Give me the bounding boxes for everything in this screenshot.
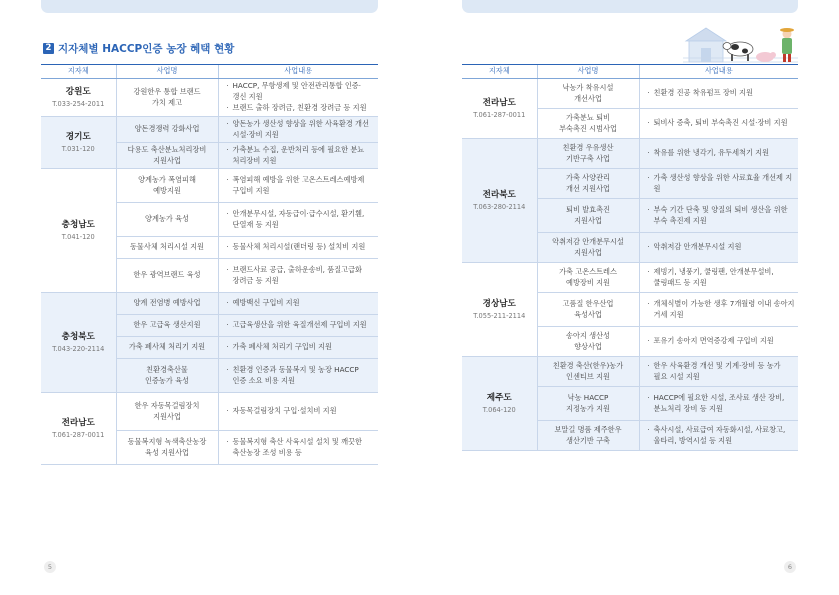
program-name-line: 동물복지형 녹색축산농장 [127, 436, 207, 446]
program-cell [537, 139, 639, 169]
content-line: · 친환경 진공 착유펌프 장비 지원 [648, 88, 796, 99]
program-name-line: 강원한우 통합 브랜드 [133, 86, 201, 96]
program-name-line: 낙농 HACCP [567, 392, 609, 402]
program-name-line: 가축 고온스트레스 [559, 266, 617, 276]
content-line: · 부숙 기간 단축 및 양질의 퇴비 생산을 위한 [648, 205, 796, 216]
program-name-line: 육성사업 [574, 309, 602, 319]
program-name-line: 지원사업 [574, 247, 602, 257]
program-name-line: 인센티브 지원 [566, 371, 610, 381]
header-content: 사업내용 [218, 65, 378, 79]
content-line: 갱신 지원 [232, 92, 263, 102]
program-name-line: 다용도 축산분뇨처리장비 [127, 144, 207, 154]
program-cell [537, 357, 639, 387]
region-name: 충청북도 [61, 331, 95, 342]
content-line: · 포유기 송아지 면역증강제 구입비 지원 [648, 336, 796, 347]
region-cell [41, 293, 116, 393]
content-line: 분뇨처리 장비 등 지원 [653, 403, 723, 413]
content-line: 시설·장비 지원 [232, 129, 279, 139]
program-cell [116, 169, 218, 203]
content-cell [639, 357, 798, 387]
content-line: · 동물사체 처리시설(랜더링 등) 설치비 지원 [227, 242, 376, 253]
program-name-line: 친환경축산물 [146, 364, 188, 374]
content-line: · 가축분뇨 수집, 운반처리 등에 필요한 분뇨 [227, 145, 376, 156]
left-table-body [41, 79, 378, 465]
content-cell [639, 293, 798, 327]
content-cell [218, 79, 378, 117]
content-cell [639, 421, 798, 451]
content-line: · 폭염피해 예방을 위한 고온스트레스예방제 [227, 175, 376, 186]
table-row [41, 393, 378, 431]
region-cell [41, 393, 116, 465]
program-name-line: 양계 전염병 예방사업 [133, 298, 201, 308]
program-name-line: 개선 지원사업 [566, 183, 610, 193]
region-phone: T.061-287-0011 [473, 110, 526, 119]
region-cell [462, 263, 537, 357]
content-line: 장려금 등 지원 [232, 275, 279, 285]
content-cell [218, 293, 378, 315]
program-cell [537, 199, 639, 233]
table-row [41, 79, 378, 117]
content-line: · 양돈농가 생산성 향상을 위한 사육환경 개선 [227, 119, 376, 130]
program-cell [537, 293, 639, 327]
region-phone: T.063-280-2114 [473, 202, 526, 211]
content-line: · 자동목걸림장치 구입·설치비 지원 [227, 406, 376, 417]
program-name-line: 예방지원 [153, 185, 181, 195]
content-line: · 동물복지형 축산 사육시설 설치 및 깨끗한 [227, 437, 376, 448]
section-title [43, 41, 234, 56]
region-phone: T.041-120 [61, 232, 95, 241]
program-name-line: 예방장비 지원 [566, 277, 610, 287]
farm-cow-farmer-icon [683, 20, 798, 66]
content-line: · HACCP, 무항생제 및 안전관리통합 인증· [227, 81, 376, 92]
program-cell [116, 359, 218, 393]
program-name-line: 양돈경쟁력 강화사업 [134, 124, 200, 134]
content-line: 쿨링패드 등 지원 [653, 277, 707, 287]
program-name-line: 가축분뇨 퇴비 [566, 112, 610, 122]
right-table-body [462, 79, 798, 451]
program-name-line: 지원사업 [153, 155, 181, 165]
region-phone: T.055-211-2114 [473, 311, 526, 320]
header-program: 사업명 [116, 65, 218, 79]
program-name-line: 양계농가 폭염피해 [138, 174, 196, 184]
content-line: 단열재 등 지원 [232, 219, 279, 229]
header-content: 사업내용 [639, 65, 798, 79]
content-line: · 브랜드 출하 장려금, 친환경 장려금 등 지원 [227, 103, 376, 114]
content-line: 부숙 촉진제 지원 [653, 215, 707, 225]
program-cell [116, 79, 218, 117]
table-header-row [41, 65, 378, 79]
table-row [41, 293, 378, 315]
program-name-line: 낙농가 착유시설 [562, 82, 614, 92]
top-decorative-bar-right [462, 0, 798, 13]
content-line: · 안개분무시설, 자동급이·급수시설, 환기휀, [227, 209, 376, 220]
section-title-text: 지자체별 HACCP인증 농장 혜택 현황 [58, 43, 235, 55]
program-cell [537, 327, 639, 357]
program-cell [537, 233, 639, 263]
program-cell [116, 315, 218, 337]
program-name-line: 양계농가 육성 [145, 214, 189, 224]
content-line: · 예방백신 구입비 지원 [227, 298, 376, 309]
program-cell [116, 259, 218, 293]
program-name-line: 가치 제고 [151, 97, 183, 107]
program-name-line: 악취저감 안개분무시설 [552, 236, 624, 246]
table-row [41, 169, 378, 203]
program-name-line: 부숙촉진 시범사업 [559, 123, 617, 133]
table-row [462, 79, 798, 109]
region-cell [462, 79, 537, 139]
content-cell [639, 109, 798, 139]
program-name-line: 가축 사양관리 [566, 172, 610, 182]
top-decorative-bar-left [41, 0, 378, 13]
page-number-right: 6 [784, 561, 796, 573]
content-cell [639, 169, 798, 199]
program-name-line: 친환경 축산(한우)농가 [552, 360, 624, 370]
program-name-line: 생산기반 구축 [566, 435, 610, 445]
region-cell [462, 139, 537, 263]
table-row [462, 263, 798, 293]
program-cell [537, 263, 639, 293]
content-line: · 퇴비사 증축, 퇴비 부숙촉진 시설·장비 지원 [648, 118, 796, 129]
program-name-line: 가축 폐사체 처리기 지원 [128, 342, 206, 352]
program-name-line: 기반구축 사업 [566, 153, 610, 163]
region-phone: T.061-287-0011 [52, 430, 105, 439]
content-line: 처리장비 지원 [232, 155, 277, 165]
content-cell [639, 387, 798, 421]
program-name-line: 지원사업 [574, 215, 602, 225]
region-cell [41, 169, 116, 293]
program-cell [116, 393, 218, 431]
program-name-line: 한우 자동목걸림장치 [134, 400, 200, 410]
program-name-line: 향상사업 [574, 341, 602, 351]
content-line: · 한우 사육환경 개선 및 기계·장비 등 농가 [648, 361, 796, 372]
content-cell [218, 169, 378, 203]
program-name-line: 친환경 우유생산 [562, 142, 614, 152]
content-cell [218, 237, 378, 259]
program-name-line: 한우 광역브랜드 육성 [133, 270, 201, 280]
header-program: 사업명 [537, 65, 639, 79]
content-cell [218, 143, 378, 169]
program-cell [537, 169, 639, 199]
content-cell [639, 79, 798, 109]
content-line: · HACCP에 필요한 시설, 조사료 생산 장비, [648, 393, 796, 404]
program-name-line: 인증농가 육성 [145, 375, 189, 385]
content-line: · 친환경 인증과 동물복지 및 농장 HACCP [227, 365, 376, 376]
table-row [41, 117, 378, 143]
region-name: 충청남도 [61, 219, 95, 230]
content-line: · 제빙기, 냉풍기, 쿨링팬, 안개분무설비, [648, 267, 796, 278]
content-line: 거세 지원 [653, 309, 684, 319]
program-cell [537, 109, 639, 139]
program-cell [116, 237, 218, 259]
content-cell [639, 199, 798, 233]
program-cell [537, 421, 639, 451]
content-cell [218, 393, 378, 431]
region-phone: T.033-254-2011 [52, 99, 105, 108]
program-cell [116, 203, 218, 237]
content-line: 인증 소요 비용 지원 [232, 375, 295, 385]
table-row [462, 139, 798, 169]
header-region: 지자체 [41, 65, 116, 79]
page-number-left: 5 [44, 561, 56, 573]
content-cell [218, 315, 378, 337]
program-name-line: 한우 고급육 생산지원 [133, 320, 201, 330]
program-name-line: 퇴비 발효촉진 [566, 204, 610, 214]
program-name-line: 지정농가 지원 [566, 403, 610, 413]
content-line: · 악취저감 안개분무시설 지원 [648, 242, 796, 253]
content-cell [218, 203, 378, 237]
region-name: 경상남도 [482, 298, 516, 309]
program-name-line: 보말길 명품 제주한우 [554, 424, 622, 434]
content-cell [639, 139, 798, 169]
content-line: 울타리, 방역시설 등 지원 [653, 435, 733, 445]
content-line: · 착유를 위한 냉각기, 유두세척기 지원 [648, 148, 796, 159]
region-cell [41, 79, 116, 117]
program-name-line: 육성 지원사업 [145, 447, 189, 457]
region-name: 전라남도 [482, 97, 516, 108]
region-name: 경기도 [65, 131, 91, 142]
table-header-row [462, 65, 798, 79]
program-name-line: 송아지 생산성 [566, 330, 610, 340]
region-phone: T.043-220-2114 [52, 344, 105, 353]
program-name-line: 지원사업 [153, 411, 181, 421]
content-line: · 고급육생산을 위한 육질개선제 구입비 지원 [227, 320, 376, 331]
region-phone: T.031-120 [61, 144, 95, 153]
region-cell [462, 357, 537, 451]
content-line: · 브랜드사료 공급, 출하운송비, 품질고급화 [227, 265, 376, 276]
program-cell [116, 117, 218, 143]
program-cell [116, 337, 218, 359]
table-row [462, 357, 798, 387]
content-line: 축산농장 조성 비용 등 [232, 447, 302, 457]
program-name-line: 동물사체 처리시설 지원 [129, 242, 204, 252]
header-region: 지자체 [462, 65, 537, 79]
left-benefit-table [41, 64, 378, 465]
content-cell [639, 263, 798, 293]
content-cell [218, 431, 378, 465]
content-line: · 가축 생산성 향상을 위한 사료효율 개선제 지원 [648, 173, 796, 195]
content-cell [218, 359, 378, 393]
content-line: 구입비 지원 [232, 185, 270, 195]
region-phone: T.064-120 [482, 405, 516, 414]
content-line: 필요 시설 지원 [653, 371, 700, 381]
program-cell [537, 387, 639, 421]
program-cell [116, 431, 218, 465]
region-name: 제주도 [486, 392, 512, 403]
section-number-badge: 2 [43, 43, 54, 54]
program-cell [537, 79, 639, 109]
program-name-line: 개선사업 [574, 93, 602, 103]
content-line: · 개체식별이 가능한 생후 7개월령 이내 송아지 [648, 299, 796, 310]
content-line: · 가축 폐사체 처리기 구입비 지원 [227, 342, 376, 353]
content-cell [218, 259, 378, 293]
program-cell [116, 143, 218, 169]
region-name: 강원도 [65, 86, 91, 97]
program-name-line: 고품질 한우산업 [562, 298, 614, 308]
region-name: 전라북도 [482, 189, 516, 200]
right-benefit-table [462, 64, 798, 451]
content-line: · 축사시설, 사료급여 자동화시설, 사료창고, [648, 425, 796, 436]
content-cell [639, 233, 798, 263]
content-cell [639, 327, 798, 357]
program-cell [116, 293, 218, 315]
region-cell [41, 117, 116, 169]
content-cell [218, 117, 378, 143]
region-name: 전라남도 [61, 417, 95, 428]
content-cell [218, 337, 378, 359]
